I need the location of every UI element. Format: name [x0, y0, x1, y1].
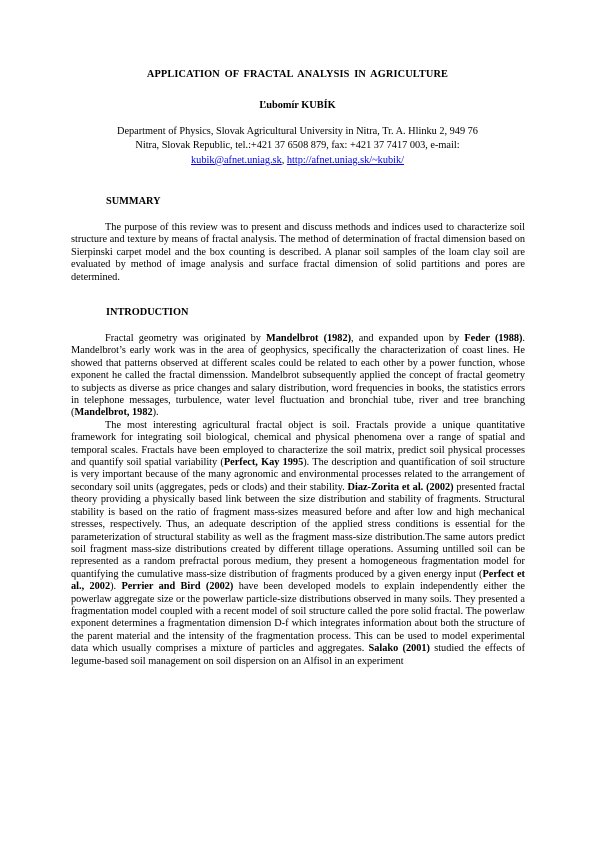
text-run: have been developed models to explain independently either the powerlaw aggregate size or the powerlaw particle-size distributions observed in many soils. They presented a fragmentation model coupled with a recent model of soil structure called the pore solid fractal. The powerlaw exponent determines a fragmentation dimension D-f which integrates information about both the structure of the parent material and the intensity of the fragmentation process. This can be used to model experimental data which usually comprises a mixture of particles and aggregates.: [71, 581, 525, 655]
citation: Mandelbrot (1982): [266, 333, 352, 344]
text-run: ).: [152, 407, 159, 419]
paper-title: APPLICATION OF FRACTAL ANALYSIS IN AGRICULTURE: [146, 69, 449, 80]
summary-section: [71, 222, 525, 284]
text-run: ). The description and quantification of soil structure is very important because of the many agronomic and environmental processes related to the arrangement of secondary soil units (aggregates, peds or clods) and their stability.: [71, 457, 525, 493]
intro-paragraph-2: [71, 420, 525, 668]
author-name: Ľubomír KUBÍK: [259, 100, 336, 111]
citation: Diaz-Zorita et al. (2002): [347, 481, 454, 493]
introduction-heading: INTRODUCTION: [106, 307, 189, 318]
email-link[interactable]: kubik@afnet.uniag.sk: [191, 154, 282, 166]
text-run: . Mandelbrot’s early work was in the area of geophysics, specifically the characterization of coast lines. He showed that patterns observed at different scales could be related to each other by a power function, whose exponent he called the fractal dimenssion. Mandelbrot subsequently applied the concept of fractal geometry to subjects as diverse as price changes and salary distribution, word frequencies in books, the statistics errors in telephone messages, turbulence, water level fluctuation and bronchial tube, river and tree branching (: [71, 333, 525, 419]
citation: Feder (1988): [464, 333, 523, 344]
citation: Perfect, Kay 1995: [223, 457, 304, 469]
introduction-section: [71, 333, 525, 668]
text-run: ).: [110, 581, 122, 593]
text-run: The most interesting agricultural fractal object is soil. Fractals provide a unique quantitative framework for integrating soil biological, chemical and physical phenomena over a range of spatial and temporal scales. Fractals have been employed to characterize the soil matrix, predict soil physical processes and quantify soil spatial variability (: [71, 419, 525, 469]
summary-paragraph: The purpose of this review was to present and discuss methods and indices used to characterize soil structure and texture by means of fractal analysis. The method of determination of fractal dimension based on Sierpinski carpet model and the box counting is described. A planar soil samples of the loam clay soil are evaluated by method of image analysis and surface fractal dimension of solid partitions and pores are determined.: [71, 222, 525, 283]
link-separator: ,: [281, 154, 287, 166]
homepage-link[interactable]: http://afnet.uniag.sk/~kubik/: [286, 154, 404, 166]
citation: Salako (2001): [368, 643, 430, 655]
citation: Mandelbrot, 1982: [74, 407, 153, 419]
text-run: studied the effects of legume-based soil management on soil dispersion on an Alfisol in an experiment: [71, 643, 525, 667]
affiliation-line-1: Department of Physics, Slovak Agricultural University in Nitra, Tr. A. Hlinku 2, 949 76: [117, 126, 478, 137]
text-run: Fractal geometry was originated by: [105, 333, 267, 344]
citation: Perfect et al., 2002: [71, 568, 525, 593]
contact-links: [60, 154, 535, 168]
author-affiliation: [60, 125, 535, 168]
citation: Perrier and Bird (2002): [121, 581, 234, 593]
text-run: presented fractal theory providing a physically based link between the size distribution and stability of fragments. Structural stability is based on the ratio of fragment mass-sizes measured before and after low and high mechanical stresses, respectively. Thus, an adequate description of the applied stress conditions is essential for the parameterization of structural stability as well as the fragment mass-size distribution.The same autors predict soil fragment mass-size distributions created by different tillage operations. Assuming untilled soil can be represented as a random prefractal porous medium, they present a homogeneous fragmentation model for quantifying the cumulative mass-size distribution of fragments produced by a given energy input (: [71, 481, 525, 580]
intro-paragraph-1: [71, 333, 525, 420]
text-run: , and expanded upon by: [351, 333, 465, 344]
affiliation-line-2: Nitra, Slovak Republic, tel.:+421 37 6508 879, fax: +421 37 7417 003, e-mail:: [135, 140, 460, 152]
summary-heading: SUMMARY: [106, 196, 161, 207]
